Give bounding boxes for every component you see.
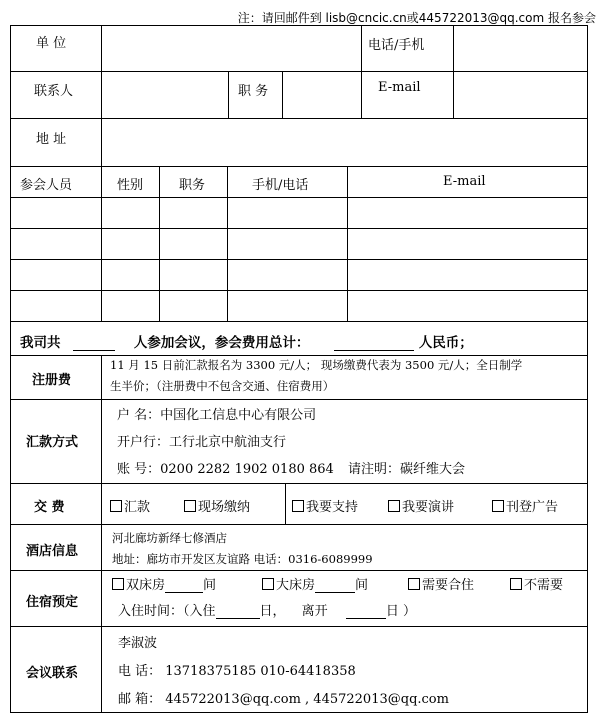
address-field[interactable] [103,120,585,164]
checkbox[interactable] [492,500,504,512]
position-field[interactable] [284,73,359,116]
remit-name-row [117,404,316,423]
address-label: 地 址 [36,132,67,147]
remit-acct: 0200 2282 1902 0180 864 [160,462,334,477]
option-label: 我要演讲 [402,500,455,515]
remit-acct-row [117,458,465,477]
unit-label: 单 位 [36,36,67,51]
payment-label: 交 费 [34,500,65,515]
remit-name: 中国化工信息中心有限公司 [160,408,317,423]
day-label: 日， [259,604,286,619]
hotel-label: 酒店信息 [26,544,79,559]
contact-name: 李淑波 [118,636,158,651]
col-gender: 性别 [117,178,144,193]
option-label: 刊登广告 [506,500,559,515]
option-label: 我要支持 [306,500,359,515]
position-label: 职 务 [238,84,269,99]
checkbox[interactable] [262,578,274,590]
remit-bank: 工行北京中航油支行 [169,435,287,450]
option-ad[interactable] [492,496,558,515]
leave-label: 离开 [301,604,328,619]
attendee-row[interactable] [12,261,586,288]
col-attendee: 参会人员 [20,178,73,193]
hotel-name: 河北廊坊新绎七修酒店 [112,531,227,545]
remit-acct-label: 账 号： [117,462,161,477]
col-position: 职务 [179,178,206,193]
option-support[interactable] [292,496,358,515]
option-label: 需要合住 [422,578,475,593]
checkbox[interactable] [292,500,304,512]
remit-bank-row [117,431,286,450]
remit-bank-label: 开户行： [117,435,170,450]
summary-mid: 人参加会议，参会费用总计： [133,335,310,351]
col-phone: 手机/电话 [252,178,309,193]
unit-field[interactable] [103,27,359,69]
unit-label: 间 [203,578,217,593]
option-label: 不需要 [524,578,564,593]
checkout-blank[interactable] [346,604,386,619]
checkbox[interactable] [110,500,122,512]
attendee-row[interactable] [12,230,586,257]
checkbox[interactable] [510,578,522,590]
lodging-double[interactable] [112,574,216,593]
registration-line1: 11 月 15 日前汇款报名为 3300 元/人； 现场缴费代表为 3500 元/人；全日制学 [110,358,523,372]
email-label: E-mail [378,80,421,95]
lodging-label: 住宿预定 [26,595,79,610]
checkbox[interactable] [112,578,124,590]
checkbox[interactable] [184,500,196,512]
option-label: 双床房 [126,578,166,593]
day2-label: 日 ） [385,604,416,619]
registration-label: 注册费 [32,373,72,388]
contact-phone: 电 话： 13718375185 010-64418358 [118,664,356,679]
big-qty-blank[interactable] [315,578,355,593]
summary-suffix: 人民币； [418,335,473,351]
double-qty-blank[interactable] [165,578,203,593]
lodging-share[interactable] [408,574,474,593]
email-field[interactable] [455,73,585,116]
contact-field[interactable] [103,73,226,116]
contact-label: 联系人 [34,84,74,99]
lodging-none[interactable] [510,574,563,593]
submission-note: 注：请回邮件到 lisb@cncic.cn或445722013@qq.com 报名参会 [237,11,596,25]
option-label: 汇款 [124,500,151,515]
checkin-blank[interactable] [216,604,260,619]
contact-label: 会议联系 [26,666,79,681]
remit-label: 汇款方式 [26,435,79,450]
option-label: 大床房 [276,578,316,593]
count-blank[interactable] [73,336,115,351]
phone-field[interactable] [455,27,585,69]
option-onsite[interactable] [184,496,250,515]
checkin-row [118,600,416,619]
unit-label: 间 [355,578,369,593]
attendee-row[interactable] [12,292,586,319]
registration-line2: 生半价；（注册费中不包含交通、住宿费用） [110,379,335,393]
attendee-row[interactable] [12,199,586,226]
option-label: 现场缴纳 [198,500,251,515]
contact-mail: 邮 箱： 445722013@qq.com , 445722013@qq.com [118,692,449,707]
checkin-prefix: 入住时间：（入住 [118,604,216,619]
col-email: E-mail [443,174,486,189]
option-speak[interactable] [388,496,454,515]
checkbox[interactable] [408,578,420,590]
hotel-address: 地址：廊坊市开发区友谊路 电话：0316-6089999 [112,552,373,566]
summary-line [20,331,473,351]
summary-prefix: 我司共 [20,335,61,351]
lodging-big[interactable] [262,574,368,593]
checkbox[interactable] [388,500,400,512]
option-remit[interactable] [110,496,150,515]
phone-label: 电话/手机 [368,38,425,53]
remit-acct-note: 请注明：碳纤维大会 [347,462,465,477]
remit-name-label: 户 名： [117,408,161,423]
total-blank[interactable] [334,336,414,351]
